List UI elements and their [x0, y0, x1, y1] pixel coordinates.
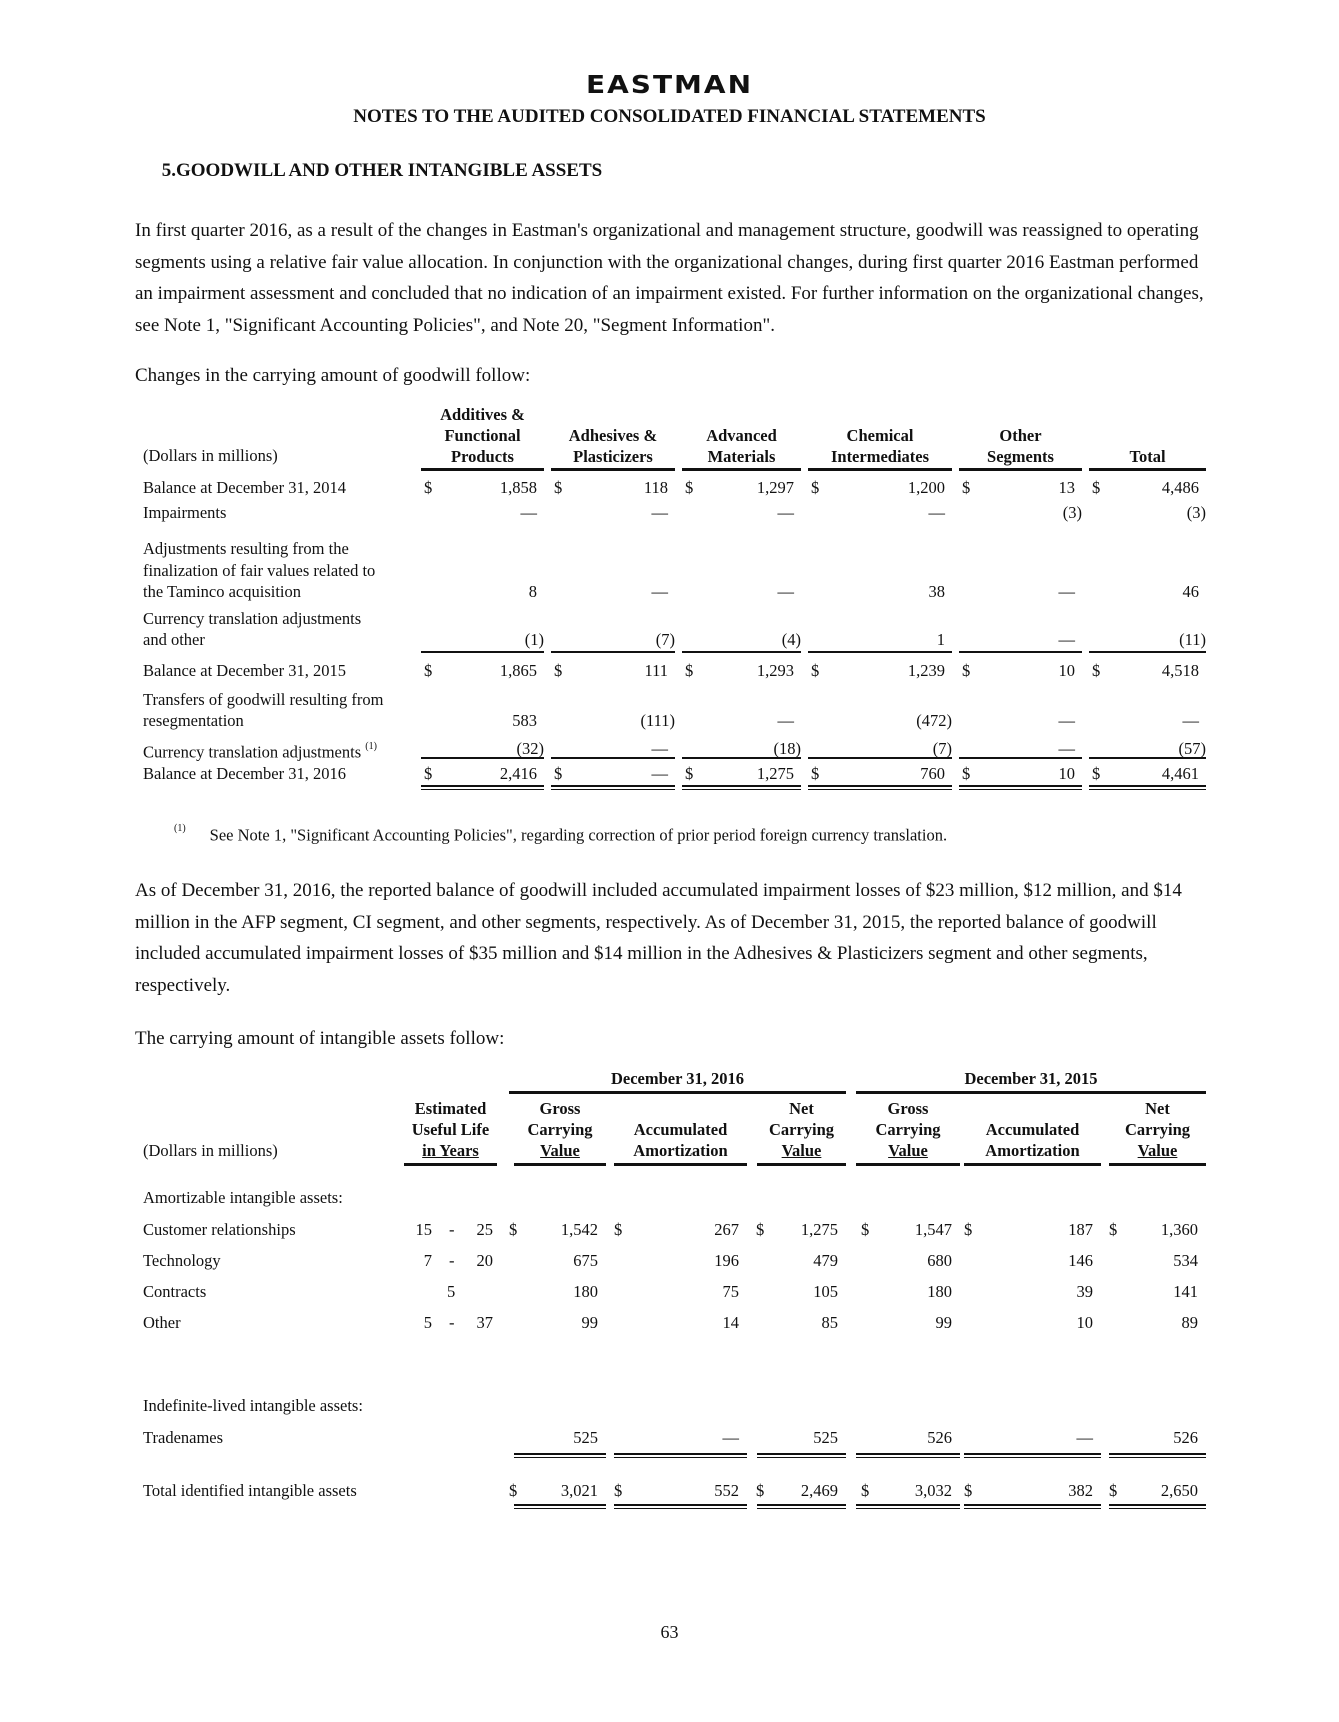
goodwill-row-label: and other: [143, 630, 205, 649]
intangible-col-header-line: Amortization: [633, 1141, 728, 1160]
intangible-cell: 534: [1173, 1251, 1198, 1270]
intangible-col-header-line: Gross: [887, 1099, 929, 1118]
goodwill-row-label: Adjustments resulting from the: [143, 539, 349, 558]
intangible-currency: $: [1109, 1220, 1118, 1239]
goodwill-cell: —: [651, 764, 668, 783]
goodwill-subtotal-rule: [421, 651, 544, 653]
intangible-cell: 14: [722, 1313, 739, 1332]
intangible-units-label: (Dollars in millions): [143, 1141, 278, 1160]
goodwill-currency: $: [811, 478, 820, 497]
goodwill-cell: (4): [781, 630, 801, 649]
goodwill-units-label: (Dollars in millions): [143, 446, 278, 465]
document-title: NOTES TO THE AUDITED CONSOLIDATED FINANCIAL STATEMENTS: [353, 106, 986, 127]
goodwill-col-header-line: Additives &: [440, 405, 525, 424]
intangible-col-header-line: Carrying: [527, 1120, 593, 1139]
goodwill-header-rule: [808, 468, 952, 471]
goodwill-currency: $: [685, 764, 694, 783]
intangible-col-header: [964, 1119, 1101, 1161]
intangible-col-header: [757, 1098, 846, 1161]
goodwill-row-label: Currency translation adjustments $^{(1)}$: [143, 741, 377, 762]
goodwill-cell: 1,293: [756, 661, 794, 680]
intangible-cell: 525: [813, 1428, 838, 1447]
goodwill-subtotal-rule: [1089, 651, 1206, 653]
intangible-col-header: [1109, 1098, 1206, 1161]
period-header-rule: [509, 1091, 846, 1094]
intangible-cell: 10: [1076, 1313, 1093, 1332]
intangible-currency: $: [614, 1481, 623, 1500]
intangible-cell: 99: [935, 1313, 952, 1332]
intangible-col-header-line: Amortization: [985, 1141, 1080, 1160]
goodwill-cell: (111): [640, 711, 675, 730]
goodwill-cell: (7): [655, 630, 675, 649]
goodwill-row-label: finalization of fair values related to: [143, 560, 376, 580]
goodwill-col-header-line: Adhesives &: [568, 426, 658, 445]
intangible-row-label: Contracts: [143, 1282, 207, 1301]
goodwill-cell: —: [1058, 582, 1075, 601]
goodwill-col-header: [808, 425, 952, 467]
eastman-logo: EASTMAN: [585, 69, 754, 100]
goodwill-row-label: Transfers of goodwill resulting from: [143, 689, 384, 709]
goodwill-row-label: Currency translation adjustments: [143, 608, 362, 628]
period-header: December 31, 2016: [610, 1069, 745, 1088]
intangible-cell: 180: [573, 1282, 598, 1301]
intangible-currency: $: [964, 1220, 973, 1239]
goodwill-currency: $: [685, 661, 694, 680]
intangible-total-cell: 3,032: [914, 1481, 952, 1500]
intangible-total-rule: [856, 1504, 960, 1506]
goodwill-total-rule: [551, 785, 675, 787]
goodwill-col-header: [1089, 446, 1206, 467]
useful-life-max: 25: [476, 1220, 493, 1239]
intangible-cell: 180: [927, 1282, 952, 1301]
goodwill-cell: 583: [512, 711, 537, 730]
goodwill-total-rule: [808, 785, 952, 787]
impairment-paragraph: As of December 31, 2016, the reported balance of goodwill included accumulated impairment losses of $23 million, $12 million, and $14 million in the AFP segment, CI segment, and other segments, respectively. As of December 31, 2015, the reported balance of goodwill included accumulated impairment losses of $35 million and $14 million in the Adhesives & Plasticizers segment and other segments, respectively.: [135, 880, 1182, 996]
intangible-subtotal-rule: [757, 1453, 846, 1455]
goodwill-cell: —: [651, 503, 668, 522]
goodwill-cell: 1,200: [907, 478, 945, 497]
intangible-col-header: [856, 1098, 960, 1161]
intangible-cell: 680: [927, 1251, 952, 1270]
goodwill-cell: (3): [1062, 503, 1082, 522]
useful-life-single: 5: [447, 1282, 456, 1301]
intangible-col-header-line: Net: [1145, 1099, 1170, 1118]
goodwill-cell: (3): [1186, 503, 1206, 522]
intangible-currency: $: [614, 1220, 623, 1239]
goodwill-col-header: [959, 425, 1082, 467]
goodwill-col-header: [682, 425, 801, 467]
intangible-total-rule: [964, 1508, 1101, 1509]
goodwill-row-label: Balance at December 31, 2015: [143, 661, 346, 680]
goodwill-cell: —: [777, 711, 794, 730]
intangible-cell: 105: [813, 1282, 838, 1301]
goodwill-cell: 8: [528, 582, 537, 601]
intangible-total-rule: [964, 1504, 1101, 1506]
goodwill-cell: 1,858: [499, 478, 537, 497]
period-header-rule: [856, 1091, 1206, 1094]
intangible-total-rule: [1109, 1504, 1206, 1506]
goodwill-col-header: [551, 425, 675, 467]
intangible-currency: $: [964, 1481, 973, 1500]
goodwill-col-header-line: Total: [1129, 447, 1166, 466]
amortizable-heading: Amortizable intangible assets:: [143, 1188, 343, 1207]
goodwill-col-header-line: Products: [451, 447, 514, 466]
intangible-total-rule: [1109, 1508, 1206, 1509]
intangible-total-cell: 552: [714, 1481, 739, 1500]
goodwill-cell: 38: [928, 582, 945, 601]
goodwill-footnote: [174, 822, 947, 846]
goodwill-subtotal-rule: [959, 757, 1082, 759]
intangible-subtotal-rule: [1109, 1457, 1206, 1458]
goodwill-row-label: the Taminco acquisition: [143, 582, 302, 601]
useful-life-dash: -: [449, 1251, 455, 1270]
goodwill-cell: 1,865: [499, 661, 537, 680]
goodwill-cell: (32): [516, 739, 544, 758]
goodwill-currency: $: [554, 478, 563, 497]
goodwill-col-header-line: Chemical: [846, 426, 914, 445]
intangible-cell: 85: [821, 1313, 838, 1332]
goodwill-currency: $: [424, 764, 433, 783]
goodwill-lead-paragraph: Changes in the carrying amount of goodwill follow:: [135, 365, 531, 386]
goodwill-header-rule: [682, 468, 801, 471]
intangible-cell: —: [722, 1428, 739, 1447]
goodwill-total-rule: [551, 789, 675, 790]
goodwill-cell: 10: [1058, 764, 1075, 783]
footnote-text: See Note 1, "Significant Accounting Policies", regarding correction of prior period foreign currency translation.: [209, 825, 948, 845]
intangible-col-header-line: Value: [781, 1141, 822, 1160]
intangible-total-rule: [856, 1508, 960, 1509]
goodwill-subtotal-rule: [959, 651, 1082, 653]
intangible-row-label: Customer relationships: [143, 1220, 296, 1239]
intangible-col-header: [514, 1098, 606, 1161]
intangible-total-rule: [757, 1508, 846, 1509]
intangible-cell: 1,360: [1160, 1220, 1198, 1239]
intangible-row-label: Technology: [143, 1251, 221, 1270]
section-number: 5.: [161, 160, 176, 181]
intangible-total-cell: 3,021: [560, 1481, 598, 1500]
goodwill-subtotal-rule: [682, 651, 801, 653]
intangible-subtotal-rule: [614, 1453, 747, 1455]
intangible-cell: 1,547: [914, 1220, 952, 1239]
intangible-col-header: [404, 1098, 497, 1161]
goodwill-cell: 1: [936, 630, 945, 649]
intangible-col-header-line: Accumulated: [985, 1120, 1080, 1139]
goodwill-col-header-line: Other: [999, 426, 1042, 445]
goodwill-total-rule: [1089, 789, 1206, 790]
intangible-header-rule: [856, 1163, 960, 1166]
goodwill-cell: —: [651, 582, 668, 601]
goodwill-cell: 1,239: [907, 661, 945, 680]
intangible-col-header-line: Value: [888, 1141, 928, 1160]
goodwill-cell: —: [1182, 711, 1199, 730]
intangible-col-header-line: Estimated: [414, 1099, 487, 1118]
useful-life-min: 7: [423, 1251, 432, 1270]
goodwill-total-rule: [1089, 785, 1206, 787]
useful-life-dash: -: [449, 1313, 455, 1332]
intangible-currency: $: [509, 1481, 518, 1500]
intangible-total-label: Total identified intangible assets: [143, 1481, 357, 1500]
useful-life-min: 15: [415, 1220, 432, 1239]
goodwill-row-label: resegmentation: [143, 711, 244, 730]
goodwill-currency: $: [962, 478, 971, 497]
goodwill-cell: 4,486: [1161, 478, 1199, 497]
intangible-cell: 141: [1173, 1282, 1198, 1301]
goodwill-currency: $: [811, 764, 820, 783]
goodwill-row-label: Balance at December 31, 2014: [143, 478, 346, 497]
goodwill-currency: $: [1092, 478, 1101, 497]
intangible-row-label: Other: [143, 1313, 181, 1332]
goodwill-subtotal-rule: [551, 757, 675, 759]
goodwill-subtotal-rule: [808, 757, 952, 759]
goodwill-cell: —: [651, 739, 668, 758]
goodwill-total-rule: [808, 789, 952, 790]
goodwill-cell: 13: [1058, 478, 1075, 497]
intangible-cell: 1,542: [560, 1220, 598, 1239]
period-header: December 31, 2015: [964, 1069, 1098, 1088]
goodwill-subtotal-rule: [808, 651, 952, 653]
intangible-header-rule: [614, 1163, 747, 1166]
intangible-total-cell: 2,469: [800, 1481, 838, 1500]
goodwill-header-rule: [551, 468, 675, 471]
intangible-total-rule: [757, 1504, 846, 1506]
goodwill-header-rule: [1089, 468, 1206, 471]
intangible-lead-paragraph: The carrying amount of intangible assets follow:: [135, 1028, 505, 1049]
intangible-total-cell: 382: [1068, 1481, 1093, 1500]
intangible-subtotal-rule: [614, 1457, 747, 1458]
goodwill-header-rule: [959, 468, 1082, 471]
goodwill-col-header-line: Segments: [987, 447, 1054, 466]
section-title: GOODWILL AND OTHER INTANGIBLE ASSETS: [176, 160, 603, 181]
intangible-total-rule: [514, 1508, 606, 1509]
intangible-subtotal-rule: [856, 1457, 960, 1458]
intangible-currency: $: [1109, 1481, 1118, 1500]
intro-paragraph: In first quarter 2016, as a result of the changes in Eastman's organizational and management structure, goodwill was reassigned to operating segments using a relative fair value allocation. In conjunction with the organizational changes, during first quarter 2016 Eastman performed an impairment assessment and concluded that no indication of an impairment existed. For further information on the organizational changes, see Note 1, "Significant Accounting Policies", and Note 20, "Segment Information".: [135, 220, 1204, 336]
goodwill-header-rule: [421, 468, 544, 471]
intangible-header-rule: [404, 1163, 497, 1166]
goodwill-col-header-line: Functional: [444, 426, 521, 445]
goodwill-cell: —: [777, 503, 794, 522]
goodwill-footnote-ref: (1): [365, 741, 377, 752]
goodwill-col-header-line: Materials: [707, 447, 776, 466]
goodwill-currency: $: [424, 661, 433, 680]
goodwill-row-label: Balance at December 31, 2016: [143, 764, 346, 783]
goodwill-col-header-line: Plasticizers: [573, 447, 653, 466]
goodwill-cell: —: [928, 503, 945, 522]
goodwill-cell: 10: [1058, 661, 1075, 680]
intangible-row-label: Tradenames: [143, 1428, 224, 1447]
intangible-total-rule: [614, 1508, 747, 1509]
useful-life-max: 20: [476, 1251, 493, 1270]
goodwill-currency: $: [685, 478, 694, 497]
intangible-currency: $: [756, 1481, 765, 1500]
goodwill-cell: —: [520, 503, 537, 522]
section-heading: [135, 160, 602, 182]
goodwill-total-rule: [682, 789, 801, 790]
intangible-cell: 267: [714, 1220, 739, 1239]
goodwill-cell: —: [1058, 711, 1075, 730]
intangible-header-rule: [1109, 1163, 1206, 1166]
intangible-col-header-line: Useful Life: [411, 1120, 490, 1139]
goodwill-cell: 4,461: [1161, 764, 1199, 783]
intangible-cell: 526: [1173, 1428, 1198, 1447]
footnote-marker: (1): [174, 823, 186, 834]
goodwill-col-header-line: Advanced: [706, 426, 777, 445]
goodwill-cell: (11): [1179, 630, 1206, 649]
useful-life-dash: -: [449, 1220, 455, 1239]
goodwill-total-rule: [682, 785, 801, 787]
goodwill-total-rule: [959, 789, 1082, 790]
goodwill-cell: 118: [643, 478, 668, 497]
intangible-cell: 75: [722, 1282, 739, 1301]
goodwill-currency: $: [962, 764, 971, 783]
intangible-currency: $: [756, 1220, 765, 1239]
indefinite-heading: Indefinite-lived intangible assets:: [143, 1396, 363, 1415]
intangible-subtotal-rule: [964, 1453, 1101, 1455]
useful-life-max: 37: [476, 1313, 493, 1332]
intangible-header-rule: [514, 1163, 606, 1166]
intangible-cell: 187: [1068, 1220, 1093, 1239]
goodwill-col-header-line: Intermediates: [830, 447, 930, 466]
intangible-cell: 99: [581, 1313, 598, 1332]
intangible-cell: 196: [714, 1251, 739, 1270]
goodwill-currency: $: [554, 764, 563, 783]
goodwill-subtotal-rule: [421, 757, 544, 759]
intangible-currency: $: [861, 1481, 870, 1500]
intangible-subtotal-rule: [964, 1457, 1101, 1458]
intangible-col-header-line: Net: [789, 1099, 814, 1118]
intangible-header-rule: [964, 1163, 1101, 1166]
intangible-col-header-line: Carrying: [1124, 1120, 1191, 1139]
goodwill-cell: (7): [932, 739, 952, 758]
goodwill-subtotal-rule: [682, 757, 801, 759]
page-number: 63: [660, 1622, 679, 1642]
intangible-subtotal-rule: [856, 1453, 960, 1455]
intangible-cell: —: [1076, 1428, 1093, 1447]
goodwill-cell: 760: [920, 764, 945, 783]
goodwill-cell: 111: [644, 661, 668, 680]
goodwill-currency: $: [424, 478, 433, 497]
goodwill-cell: —: [1058, 630, 1075, 649]
intangible-cell: 479: [813, 1251, 838, 1270]
intangible-header-rule: [757, 1163, 846, 1166]
intangible-subtotal-rule: [757, 1457, 846, 1458]
goodwill-currency: $: [1092, 661, 1101, 680]
intangible-subtotal-rule: [514, 1457, 606, 1458]
goodwill-currency: $: [554, 661, 563, 680]
goodwill-total-rule: [421, 789, 544, 790]
intangible-cell: 89: [1181, 1313, 1198, 1332]
intangible-col-header-line: Value: [1137, 1141, 1178, 1160]
intangible-total-cell: 2,650: [1160, 1481, 1198, 1500]
goodwill-total-rule: [421, 785, 544, 787]
goodwill-currency: $: [962, 661, 971, 680]
goodwill-subtotal-rule: [1089, 757, 1206, 759]
goodwill-col-header: [421, 404, 544, 467]
intangible-currency: $: [509, 1220, 518, 1239]
intangible-col-header-line: Accumulated: [633, 1120, 728, 1139]
intangible-col-header-line: Value: [540, 1141, 580, 1160]
intangible-col-header: [614, 1119, 747, 1161]
intangible-subtotal-rule: [1109, 1453, 1206, 1455]
goodwill-cell: (1): [524, 630, 544, 649]
intangible-col-header-line: in Years: [422, 1141, 479, 1160]
intangible-subtotal-rule: [514, 1453, 606, 1455]
intangible-total-rule: [614, 1504, 747, 1506]
goodwill-cell: 2,416: [499, 764, 537, 783]
goodwill-subtotal-rule: [551, 651, 675, 653]
goodwill-total-rule: [959, 785, 1082, 787]
goodwill-row-label: Impairments: [143, 503, 227, 522]
intangible-cell: 1,275: [800, 1220, 838, 1239]
goodwill-cell: 4,518: [1161, 661, 1199, 680]
goodwill-currency: $: [811, 661, 820, 680]
goodwill-cell: (472): [916, 711, 952, 730]
intangible-cell: 146: [1068, 1251, 1093, 1270]
goodwill-cell: (18): [773, 739, 801, 758]
intangible-col-header-line: Gross: [539, 1099, 581, 1118]
goodwill-cell: (57): [1178, 739, 1206, 758]
goodwill-cell: —: [777, 582, 794, 601]
useful-life-min: 5: [423, 1313, 432, 1332]
intangible-col-header-line: Carrying: [875, 1120, 941, 1139]
intangible-cell: 39: [1076, 1282, 1093, 1301]
intangible-cell: 675: [573, 1251, 598, 1270]
intangible-col-header-line: Carrying: [768, 1120, 835, 1139]
goodwill-currency: $: [1092, 764, 1101, 783]
goodwill-cell: 46: [1182, 582, 1199, 601]
goodwill-cell: 1,275: [756, 764, 794, 783]
goodwill-cell: 1,297: [756, 478, 794, 497]
intangible-total-rule: [514, 1504, 606, 1506]
goodwill-cell: —: [1058, 739, 1075, 758]
intangible-cell: 525: [573, 1428, 598, 1447]
intangible-cell: 526: [927, 1428, 952, 1447]
intangible-currency: $: [861, 1220, 870, 1239]
